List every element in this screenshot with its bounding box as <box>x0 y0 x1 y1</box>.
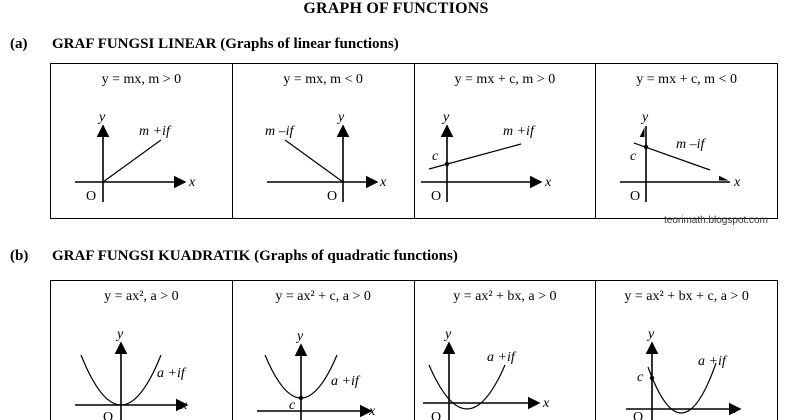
y-label: y <box>337 110 344 125</box>
origin-label: O <box>86 189 97 204</box>
section-a-letter: (a) <box>10 36 28 52</box>
x-label: x <box>189 175 196 190</box>
x-label: x <box>181 398 188 413</box>
line-graph <box>429 144 521 169</box>
section-a-title: GRAF FUNGSI LINEAR (Graphs of linear functions) <box>52 36 399 52</box>
quadratic-panel-1 <box>51 281 233 420</box>
section-b-letter: (b) <box>10 248 29 264</box>
origin-label: O <box>430 189 441 204</box>
intercept-label: c <box>637 370 644 385</box>
x-label: x <box>734 175 741 190</box>
y-label: y <box>642 110 649 125</box>
linear-panel-4 <box>596 64 777 218</box>
origin-label: O <box>633 410 644 420</box>
formula: y = mx, m < 0 <box>283 72 363 87</box>
line-graph <box>103 140 161 182</box>
formula: y = mx + c, m < 0 <box>636 72 737 87</box>
x-label: x <box>542 396 549 411</box>
origin-label: O <box>430 410 441 420</box>
formula: y = ax², a > 0 <box>104 289 179 304</box>
origin-label: O <box>103 410 114 420</box>
y-label: y <box>296 329 303 344</box>
linear-graph-4 <box>596 64 777 218</box>
gradient-label: m +if <box>502 124 534 139</box>
quadratic-graph-2 <box>233 281 415 420</box>
linear-graphs-row <box>50 63 778 219</box>
formula: y = ax² + c, a > 0 <box>275 289 371 304</box>
intercept-point <box>299 396 303 400</box>
origin-label: O <box>630 189 641 204</box>
quadratic-panel-4 <box>596 281 777 420</box>
origin-label: O <box>326 189 337 204</box>
quadratic-panel-2 <box>233 281 415 420</box>
linear-graph-1 <box>51 64 233 218</box>
coefficient-label: a +if <box>698 354 726 369</box>
y-label: y <box>648 327 655 342</box>
intercept-label: c <box>288 398 295 413</box>
coefficient-label: a +if <box>157 366 185 381</box>
intercept-label: c <box>431 149 438 164</box>
x-label: x <box>379 175 386 190</box>
x-label: x <box>730 402 737 417</box>
parabola <box>648 363 716 413</box>
linear-panel-1 <box>51 64 233 218</box>
gradient-label: m –if <box>264 124 294 139</box>
x-label: x <box>368 404 375 419</box>
quadratic-graphs-row <box>50 280 778 420</box>
page-title: GRAPH OF FUNCTIONS <box>303 0 489 17</box>
intercept-point <box>650 376 654 380</box>
linear-panel-2 <box>233 64 415 218</box>
y-label: y <box>442 110 449 125</box>
coefficient-label: a +if <box>486 350 515 365</box>
section-b-title: GRAF FUNGSI KUADRATIK (Graphs of quadratic functions) <box>52 248 458 264</box>
y-label: y <box>117 327 124 342</box>
formula: y = mx, m > 0 <box>101 72 182 87</box>
y-label: y <box>99 110 106 125</box>
coefficient-label: a +if <box>330 374 359 389</box>
gradient-label: m –if <box>676 137 705 152</box>
formula: y = ax² + bx + c, a > 0 <box>624 289 749 304</box>
intercept-label: c <box>630 149 637 164</box>
linear-graph-3 <box>415 64 597 218</box>
x-label: x <box>544 175 551 190</box>
quadratic-graph-1 <box>51 281 233 420</box>
formula: y = mx + c, m > 0 <box>454 72 556 87</box>
intercept-point <box>644 145 648 149</box>
line-graph <box>285 140 343 182</box>
watermark: teorimath.blogspot.com <box>664 215 768 226</box>
quadratic-graph-3 <box>415 281 597 420</box>
linear-panel-3 <box>415 64 597 218</box>
quadratic-graph-4 <box>596 281 777 420</box>
formula: y = ax² + bx, a > 0 <box>453 289 557 304</box>
y-label: y <box>444 327 451 342</box>
intercept-point <box>444 162 448 166</box>
linear-graph-2 <box>233 64 415 218</box>
quadratic-panel-3 <box>415 281 597 420</box>
gradient-label: m +if <box>139 124 170 139</box>
